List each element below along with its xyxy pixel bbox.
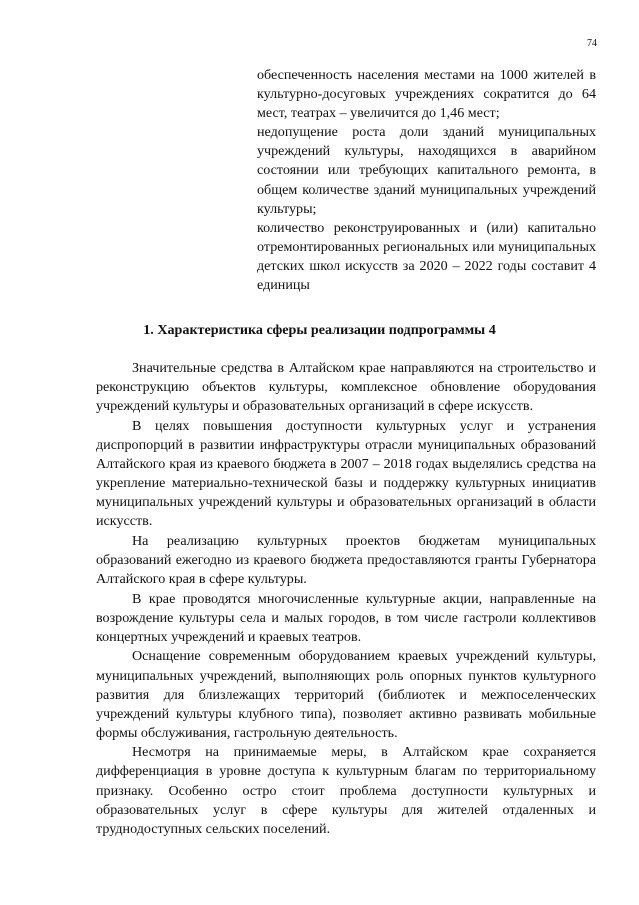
body-paragraph: В крае проводятся многочисленные культурные акции, направленные на возрождение культуры села и малых городов, в том числе гастроли коллективов концертных учреждений и краевых театров. [96,590,596,645]
body-paragraph: Оснащение современным оборудованием краевых учреждений культуры, муниципальных учреждений, выполняющих роль опорных пунктов культурного развития для близлежащих территорий (библиотек и межпоселенческих учреждений культуры клубного типа), позволяет активно развивать мобильные формы обслуживания, гастрольную деятельность. [96,648,596,741]
indicator-item: количество реконструированных и (или) капитально отремонтированных региональных или муниципальных детских школ искусств за 2020 – 2022 годы составит 4 единицы [257,219,596,294]
section-heading: 1. Характеристика сферы реализации подпрограммы 4 [143,322,496,338]
target-indicators-list [257,66,596,295]
body-paragraph: Несмотря на принимаемые меры, в Алтайском крае сохраняется дифференциация в уровне доступа к культурным благам по территориальному признаку. Особенно остро стоит проблема доступности культурных и образовательных услуг в сфере культуры для жителей отдаленных и труднодоступных сельских поселений. [96,744,596,837]
body-paragraph: В целях повышения доступности культурных услуг и устранения диспропорций в развитии инфраструктуры отрасли муниципальных образований Алтайского края из краевого бюджета в 2007 – 2018 годах выделялись средства на укрепление материально-технической базы и поддержку культурных инициатив муниципальных учреждений культуры и образовательных организаций в области искусств. [96,417,596,530]
body-paragraph: Значительные средства в Алтайском крае направляются на строительство и реконструкцию объектов культуры, комплексное обновление оборудования учреждений культуры и образовательных организаций в сфере искусств. [96,360,596,415]
body-paragraph: На реализацию культурных проектов бюджетам муниципальных образований ежегодно из краевого бюджета предоставляются гранты Губернатора Алтайского края в сфере культуры. [96,532,596,588]
page-number: 74 [587,38,597,49]
indicator-item: недопущение роста доли зданий муниципальных учреждений культуры, находящихся в аварийном состоянии или требующих капитального ремонта, в общем количестве зданий муниципальных учреждений культуры; [257,124,596,217]
indicator-item: обеспеченность населения местами на 1000 жителей в культурно-досуговых учреждениях сократится до 64 мест, театрах – увеличится до 1,46 мест; [257,67,596,122]
section-body [96,359,596,839]
